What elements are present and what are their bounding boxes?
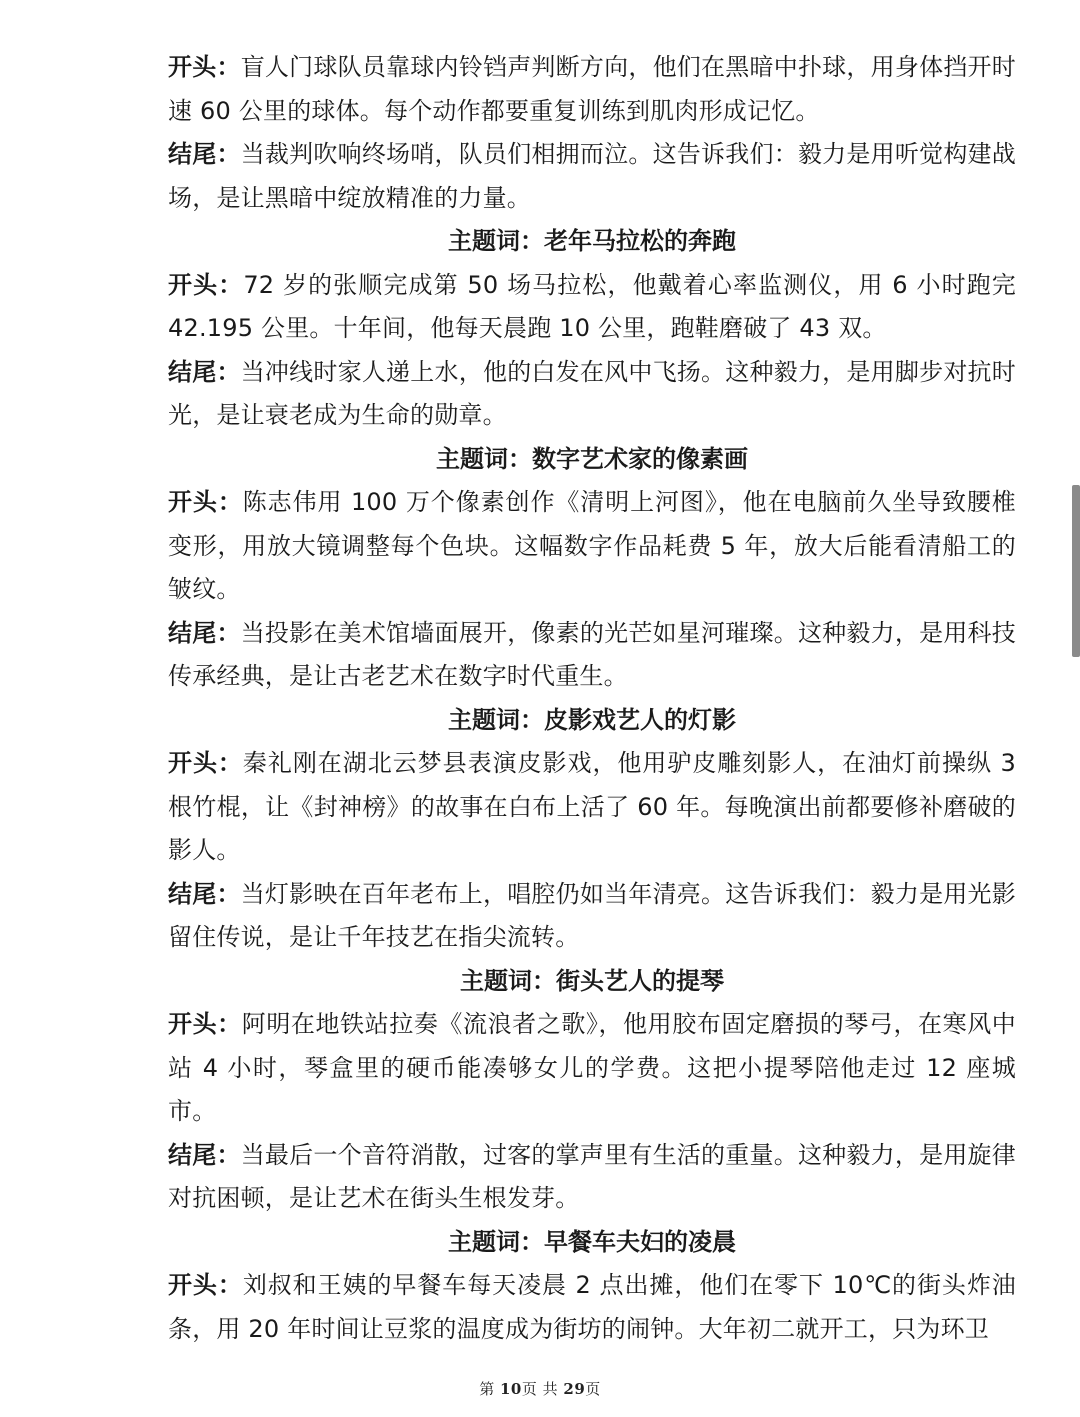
ending-text: 当冲线时家人递上水，他的白发在风中飞扬。这种毅力，是用脚步对抗时光，是让衰老成为生命的勋章。 (168, 357, 1016, 429)
total-pages: 29 (563, 1380, 586, 1398)
ending-label: 结尾： (168, 140, 241, 168)
ending-text: 当投影在美术馆墙面展开，像素的光芒如星河璀璨。这种毅力，是用科技传承经典，是让古老艺术在数字时代重生。 (168, 618, 1016, 690)
opening-text: 盲人门球队员靠球内铃铛声判断方向，他们在黑暗中扑球，用身体挡开时速 60 公里的球体。每个动作都要重复训练到肌肉形成记忆。 (168, 53, 1016, 125)
ending-label: 结尾： (168, 879, 241, 908)
ending-text: 当灯影映在百年老布上，唱腔仍如当年清亮。这告诉我们：毅力是用光影留住传说，是让千年技艺在指尖流转。 (168, 879, 1016, 951)
page-prefix: 第 (479, 1380, 500, 1398)
opening-paragraph (168, 46, 1016, 133)
ending-text: 当裁判吹响终场哨，队员们相拥而泣。这告诉我们：毅力是用听觉构建战场，是让黑暗中绽放精准的力量。 (168, 140, 1016, 212)
opening-text: 秦礼刚在湖北云梦县表演皮影戏，他用驴皮雕刻影人，在油灯前操纵 3 根竹棍，让《封神榜》的故事在白布上活了 60 年。每晚演出前都要修补磨破的影人。 (168, 749, 1016, 864)
opening-label: 开头： (168, 1010, 242, 1038)
page-middle: 页 共 (521, 1380, 564, 1398)
opening-text: 72 岁的张顺完成第 50 场马拉松，他戴着心率监测仪，用 6 小时跑完 42.195 公里。十年间，他每天晨跑 10 公里，跑鞋磨破了 43 双。 (168, 270, 1016, 342)
opening-paragraph (168, 1264, 1016, 1351)
opening-label: 开头： (168, 488, 243, 516)
ending-paragraph (168, 1134, 1016, 1221)
opening-paragraph (168, 264, 1016, 351)
topic-heading: 主题词：皮影戏艺人的灯影 (448, 705, 736, 734)
topic-heading: 主题词：街头艺人的提琴 (460, 966, 724, 995)
topic-heading: 主题词：早餐车夫妇的凌晨 (448, 1227, 736, 1256)
opening-label: 开头： (168, 749, 243, 777)
ending-label: 结尾： (168, 1140, 241, 1169)
current-page: 10 (499, 1380, 522, 1398)
opening-label: 开头： (168, 53, 241, 81)
opening-paragraph (168, 1003, 1016, 1134)
ending-paragraph (168, 612, 1016, 699)
opening-text: 阿明在地铁站拉奏《流浪者之歌》，他用胶布固定磨损的琴弓，在寒风中站 4 小时，琴盒里的硬币能凑够女儿的学费。这把小提琴陪他走过 12 座城市。 (168, 1010, 1016, 1125)
opening-paragraph (168, 481, 1016, 612)
document-page (168, 46, 1016, 1351)
opening-text: 刘叔和王姨的早餐车每天凌晨 2 点出摊，他们在零下 10℃的街头炸油条，用 20 年时间让豆浆的温度成为街坊的闹钟。大年初二就开工，只为环卫 (168, 1271, 1016, 1343)
ending-label: 结尾： (168, 618, 241, 647)
scrollbar-thumb[interactable] (1072, 485, 1080, 657)
ending-label: 结尾： (168, 357, 241, 386)
opening-label: 开头： (168, 270, 244, 299)
opening-paragraph (168, 742, 1016, 873)
ending-paragraph (168, 133, 1016, 220)
ending-text: 当最后一个音符消散，过客的掌声里有生活的重量。这种毅力，是用旋律对抗困顿，是让艺术在街头生根发芽。 (168, 1140, 1016, 1212)
page-number-footer (0, 1378, 1080, 1399)
ending-paragraph (168, 351, 1016, 438)
opening-text: 陈志伟用 100 万个像素创作《清明上河图》，他在电脑前久坐导致腰椎变形，用放大镜调整每个色块。这幅数字作品耗费 5 年，放大后能看清船工的皱纹。 (168, 488, 1016, 603)
page-suffix: 页 (585, 1380, 601, 1398)
topic-heading: 主题词：数字艺术家的像素画 (436, 444, 748, 473)
opening-label: 开头： (168, 1271, 243, 1299)
topic-heading: 主题词：老年马拉松的奔跑 (448, 227, 736, 255)
ending-paragraph (168, 873, 1016, 960)
